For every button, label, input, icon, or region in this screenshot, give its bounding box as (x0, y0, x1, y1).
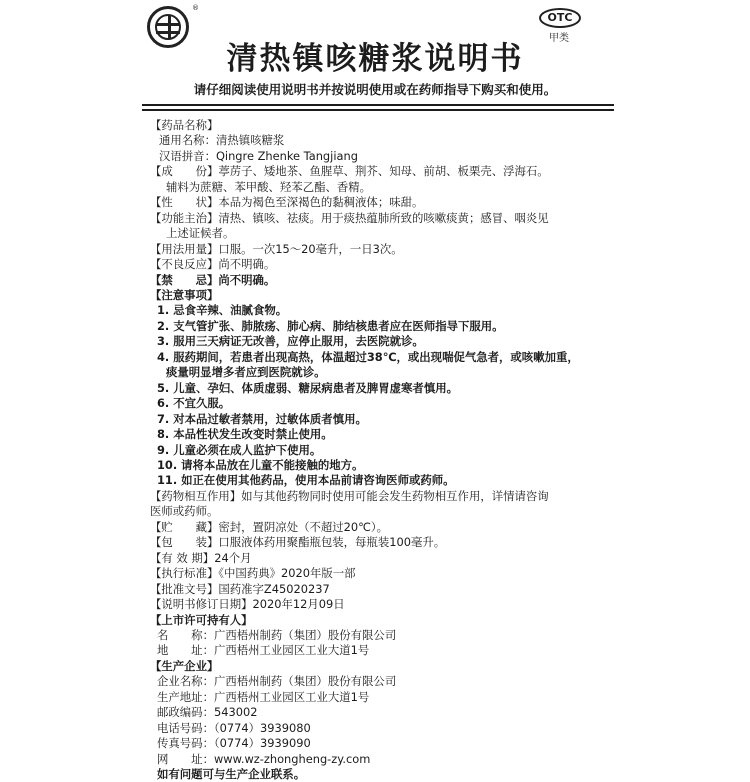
precaution-item: 8. 本品性状发生改变时禁止使用。 (157, 427, 333, 442)
executive-standard: 【执行标准】《中国药典》2020年版一部 (150, 566, 356, 581)
precaution-item: 9. 儿童必须在成人监护下使用。 (157, 442, 322, 457)
mah-header: 【上市许可持有人】 (150, 612, 253, 627)
precaution-item: 6. 不宜久服。 (157, 396, 231, 411)
mah-address: 地 址：广西梧州工业园区工业大道1号 (157, 643, 370, 658)
indications-continued: 上述证候者。 (166, 226, 235, 241)
revision-date: 【说明书修订日期】2020年12月09日 (150, 597, 345, 612)
postal-code: 邮政编码：543002 (157, 705, 258, 720)
pinyin-name: 汉语拼音：Qingre Zhenke Tangjiang (159, 148, 358, 163)
leaflet-body (150, 118, 620, 782)
indications: 【功能主治】清热、镇咳、祛痰。用于痰热蕴肺所致的咳嗽痰黄；感冒、咽炎见 (150, 210, 549, 225)
approval-number: 【批准文号】国药准字Z45020237 (150, 581, 330, 596)
manufacturer-address: 生产地址：广西梧州工业园区工业大道1号 (157, 689, 370, 704)
otc-badge: OTC (539, 8, 581, 28)
precaution-item-continued: 痰量明显增多者应到医院就诊。 (166, 365, 326, 380)
top-divider-second (142, 109, 614, 111)
drug-name-header: 【药品名称】 (150, 118, 219, 132)
top-divider (142, 104, 614, 106)
drug-interactions: 【药物相互作用】如与其他药物同时使用可能会发生药物相互作用，详情请咨询 (150, 488, 549, 503)
manufacturer-header: 【生产企业】 (150, 658, 219, 673)
validity-period: 【有 效 期】24个月 (150, 550, 252, 565)
precaution-item: 3. 服用三天病证无改善，应停止服用，去医院就诊。 (157, 334, 424, 349)
fax-number: 传真号码：（0774）3939090 (157, 736, 311, 751)
website: 网 址：www.wz-zhongheng-zy.com (157, 751, 371, 766)
registered-mark: ® (192, 4, 199, 12)
excipients: 辅料为蔗糖、苯甲酸、羟苯乙酯、香精。 (166, 179, 372, 194)
contraindications: 【禁 忌】尚不明确。 (150, 272, 276, 287)
ingredients: 【成 份】葶苈子、矮地茶、鱼腥草、荆芥、知母、前胡、板栗壳、浮海石。 (150, 164, 549, 179)
precaution-item: 2. 支气管扩张、肺脓疡、肺心病、肺结核患者应在医师指导下服用。 (157, 318, 504, 333)
adverse-reactions: 【不良反应】尚不明确。 (150, 257, 276, 272)
precaution-item: 10. 请将本品放在儿童不能接触的地方。 (157, 457, 364, 472)
precaution-item: 4. 服药期间，若患者出现高热，体温超过38℃，或出现喘促气急者，或咳嗽加重， (157, 349, 579, 364)
otc-class-label: 甲类 (549, 33, 569, 44)
storage: 【贮 藏】密封，置阴凉处（不超过20℃）。 (150, 519, 389, 534)
precautions-header: 【注意事项】 (150, 287, 219, 302)
document-subtitle: 请仔细阅读使用说明书并按说明使用或在药师指导下购买和使用。 (193, 82, 557, 97)
mah-name: 名 称：广西梧州制药（集团）股份有限公司 (157, 627, 397, 642)
precaution-item: 5. 儿童、孕妇、体质虚弱、糖尿病患者及脾胃虚寒者慎用。 (157, 380, 458, 395)
manufacturer-name: 企业名称：广西梧州制药（集团）股份有限公司 (157, 674, 397, 689)
packaging: 【包 装】口服液体药用聚酯瓶包装，每瓶装100毫升。 (150, 535, 446, 550)
dosage: 【用法用量】口服。一次15～20毫升，一日3次。 (150, 241, 403, 256)
precaution-item: 7. 对本品过敏者禁用，过敏体质者慎用。 (157, 411, 367, 426)
document-title: 清热镇咳糖浆说明书 (226, 41, 524, 77)
precaution-item: 11. 如正在使用其他药品，使用本品前请咨询医师或药师。 (157, 473, 455, 488)
drug-interactions-continued: 医师或药师。 (150, 504, 219, 519)
common-name: 通用名称：清热镇咳糖浆 (159, 133, 285, 148)
properties: 【性 状】本品为褐色至深褐色的黏稠液体；味甜。 (150, 195, 424, 210)
contact-note: 如有问题可与生产企业联系。 (157, 767, 306, 782)
precaution-item: 1. 忌食辛辣、油腻食物。 (157, 303, 288, 318)
phone-number: 电话号码：（0774）3939080 (157, 720, 311, 735)
